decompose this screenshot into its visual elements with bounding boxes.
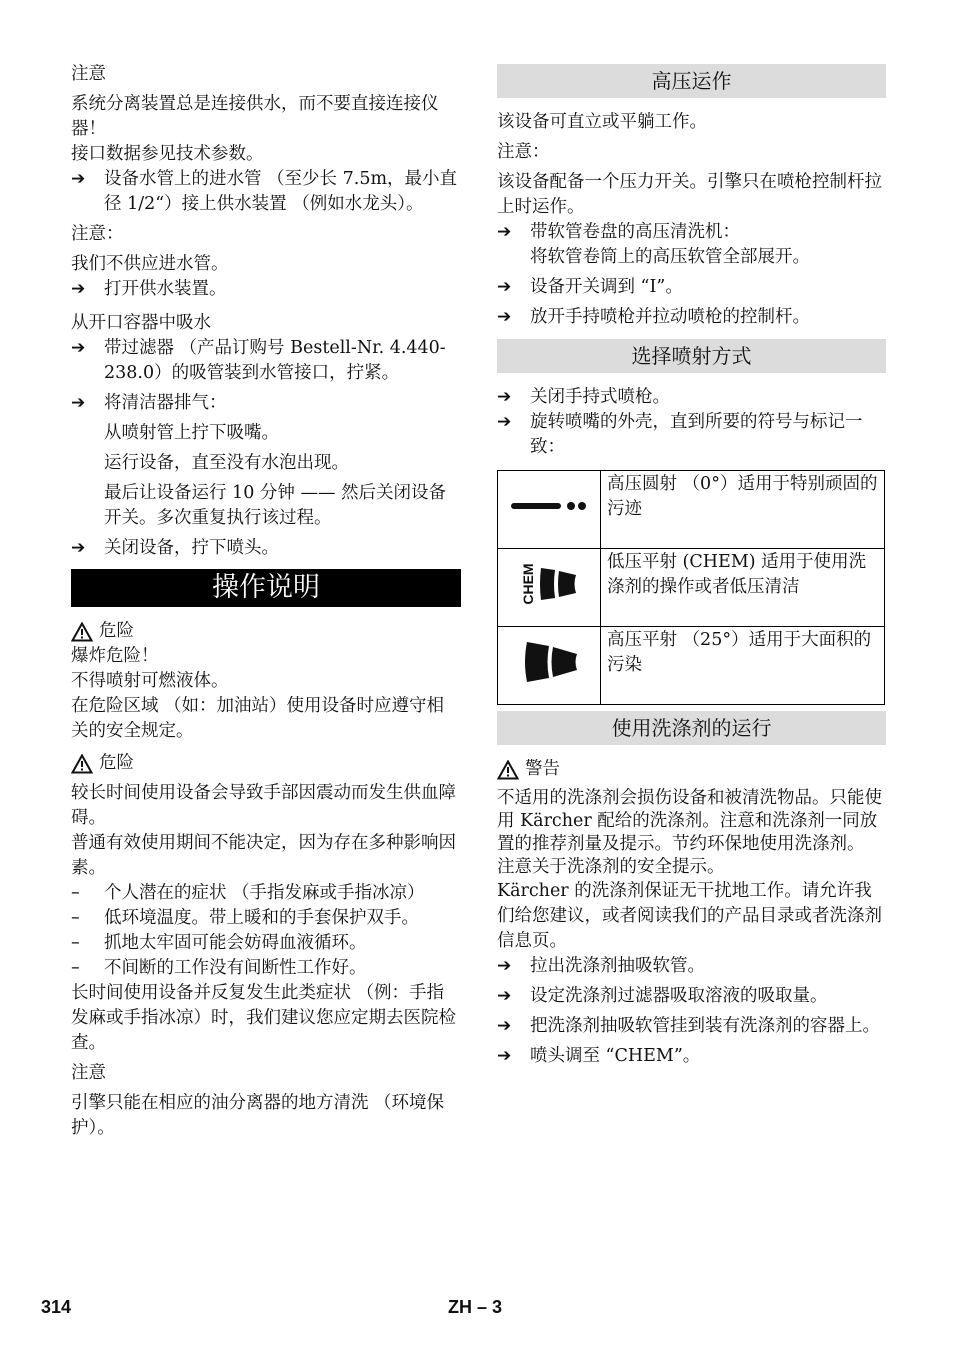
dash-bullet: – <box>71 883 80 903</box>
note-label: 注意： <box>497 142 550 162</box>
step-text: 带过滤器 （产品订购号 Bestell-Nr. 4.440-238.0）的吸管装到水管接口，拧紧。 <box>104 338 446 383</box>
arrow-icon: ➔ <box>71 393 86 413</box>
warning-triangle-icon <box>71 622 93 642</box>
danger-text: 普通有效使用期间不能决定，因为存在多种影响因素。 <box>71 833 456 878</box>
warning-triangle-icon <box>497 760 519 780</box>
list-item <box>497 305 886 330</box>
body-text: 不适用的洗涤剂会损伤设备和被清洗物品。只能使用 Kärcher 配给的洗涤剂。注意和洗涤剂一同放置的推荐剂量及提示。节约环保地使用洗涤剂。 <box>497 788 882 854</box>
body-text: Kärcher 的洗涤剂保证无干扰地工作。请允许我们给您建议，或者阅读我们的产品目录或者洗涤剂信息页。 <box>497 881 882 951</box>
list-item <box>71 167 461 217</box>
chem-label: CHEM <box>520 562 536 605</box>
left-column <box>71 62 461 1141</box>
danger-label: 危险 <box>99 621 134 641</box>
dash-text: 个人潜在的症状 （手指发麻或手指冰凉） <box>104 883 425 903</box>
page-label: ZH – 3 <box>448 1297 503 1317</box>
arrow-icon: ➔ <box>497 412 512 432</box>
table-cell-text: 高压平射 （25°）适用于大面积的污染 <box>601 627 885 705</box>
chem-flat-jet-icon <box>509 554 589 614</box>
dash-text: 不间断的工作没有间断性工作好。 <box>104 958 367 978</box>
note-text: 系统分离装置总是连接供水，而不要直接连接仪器！ <box>71 94 439 139</box>
list-item <box>71 906 461 931</box>
flat-jet-25-icon <box>509 632 589 692</box>
list-item <box>71 277 461 302</box>
step-text: 旋转喷嘴的外壳，直到所要的符号与标记一致： <box>530 412 863 457</box>
step-text: 带软管卷盘的高压清洗机： <box>530 222 740 242</box>
step-text: 将清洁器排气： <box>104 393 227 413</box>
step-text: 设备水管上的进水管 （至少长 7.5m，最小直径 1/2“）接上供水装置 （例如水龙头）。 <box>104 169 458 214</box>
note-text: 引擎只能在相应的油分离器的地方清洗 （环境保护）。 <box>71 1093 445 1138</box>
dash-bullet: – <box>71 908 80 928</box>
warning-label: 警告 <box>525 759 560 779</box>
list-item <box>497 954 886 979</box>
arrow-icon: ➔ <box>497 986 512 1006</box>
step-text: 关闭设备，拧下喷头。 <box>104 538 279 558</box>
danger-text: 在危险区域 （如：加油站）使用设备时应遵守相关的安全规定。 <box>71 696 445 741</box>
section-heading-detergent: 使用洗涤剂的运行 <box>497 711 886 745</box>
arrow-icon: ➔ <box>71 279 86 299</box>
arrow-icon: ➔ <box>71 169 86 189</box>
right-column <box>497 64 886 1069</box>
note-text: 接口数据参见技术参数。 <box>71 144 264 164</box>
note-label: 注意： <box>71 224 124 244</box>
list-item <box>497 385 886 410</box>
table-cell-icon <box>498 627 601 705</box>
list-item <box>497 220 886 245</box>
warning-heading <box>497 757 886 782</box>
step-text: 喷头调至 “CHEM”。 <box>530 1046 701 1066</box>
table-row <box>498 627 885 705</box>
danger-heading <box>71 619 461 644</box>
arrow-icon: ➔ <box>497 1016 512 1036</box>
list-item <box>497 275 886 300</box>
danger-text: 不得喷射可燃液体。 <box>71 671 229 691</box>
list-item <box>71 536 461 561</box>
dash-text: 低环境温度。带上暖和的手套保护双手。 <box>104 908 419 928</box>
arrow-icon: ➔ <box>497 277 512 297</box>
danger-text: 爆炸危险！ <box>71 646 159 666</box>
page-number: 314 <box>41 1297 72 1317</box>
section-heading-spray: 选择喷射方式 <box>497 339 886 373</box>
table-row <box>498 549 885 627</box>
sub-step: 最后让设备运行 10 分钟 —— 然后关闭设备开关。多次重复执行该过程。 <box>104 483 447 528</box>
list-item <box>497 410 886 460</box>
arrow-icon: ➔ <box>497 1046 512 1066</box>
list-item <box>71 931 461 956</box>
danger-label: 危险 <box>99 753 134 773</box>
step-text: 设定洗涤剂过滤器吸取溶液的吸取量。 <box>530 986 828 1006</box>
danger-text: 较长时间使用设备会导致手部因震动而发生供血障碍。 <box>71 783 456 828</box>
step-text: 拉出洗涤剂抽吸软管。 <box>530 956 705 976</box>
table-row <box>498 471 885 549</box>
note-label: 注意 <box>71 1063 106 1083</box>
spray-mode-table <box>497 470 885 705</box>
note-label: 注意 <box>71 64 106 84</box>
arrow-icon: ➔ <box>497 956 512 976</box>
table-cell-text: 高压圆射 （0°）适用于特别顽固的污迹 <box>601 471 885 549</box>
note-text: 该设备配备一个压力开关。引擎只在喷枪控制杆拉上时运作。 <box>497 172 882 217</box>
step-text: 设备开关调到 “I”。 <box>530 277 683 297</box>
list-item <box>497 984 886 1009</box>
sub-step: 运行设备，直至没有水泡出现。 <box>104 453 349 473</box>
table-cell-text: 低压平射 (CHEM) 适用于使用洗涤剂的操作或者低压清洁 <box>601 549 885 627</box>
step-text: 打开供水装置。 <box>104 279 227 299</box>
dash-bullet: – <box>71 933 80 953</box>
step-text: 关闭手持式喷枪。 <box>530 387 670 407</box>
list-item <box>71 881 461 906</box>
advice-text: 长时间使用设备并反复发生此类症状 （例：手指发麻或手指冰凉）时，我们建议您应定期去医院检查。 <box>71 983 456 1053</box>
list-item <box>71 336 461 386</box>
list-item <box>497 1014 886 1039</box>
list-item <box>71 391 461 416</box>
round-jet-icon <box>509 496 589 516</box>
table-cell-icon <box>498 549 601 627</box>
list-item <box>497 1044 886 1069</box>
arrow-icon: ➔ <box>497 222 512 242</box>
sub-step: 从喷射管上拧下吸嘴。 <box>104 423 279 443</box>
table-cell-icon <box>498 471 601 549</box>
list-item <box>71 956 461 981</box>
body-text: 注意关于洗涤剂的安全提示。 <box>497 857 725 877</box>
body-text: 该设备可直立或平躺工作。 <box>497 112 707 132</box>
dash-bullet: – <box>71 958 80 978</box>
arrow-icon: ➔ <box>497 307 512 327</box>
danger-heading <box>71 751 461 776</box>
section-heading: 操作说明 <box>71 569 461 607</box>
sub-step: 将软管卷筒上的高压软管全部展开。 <box>530 247 810 267</box>
arrow-icon: ➔ <box>71 338 86 358</box>
step-text: 放开手持喷枪并拉动喷枪的控制杆。 <box>530 307 810 327</box>
arrow-icon: ➔ <box>497 387 512 407</box>
note-text: 我们不供应进水管。 <box>71 254 229 274</box>
section-heading-high-pressure: 高压运作 <box>497 64 886 98</box>
warning-triangle-icon <box>71 754 93 774</box>
step-text: 把洗涤剂抽吸软管挂到装有洗涤剂的容器上。 <box>530 1016 880 1036</box>
arrow-icon: ➔ <box>71 538 86 558</box>
dash-text: 抓地太牢固可能会妨碍血液循环。 <box>104 933 367 953</box>
subsection-title: 从开口容器中吸水 <box>71 313 211 333</box>
